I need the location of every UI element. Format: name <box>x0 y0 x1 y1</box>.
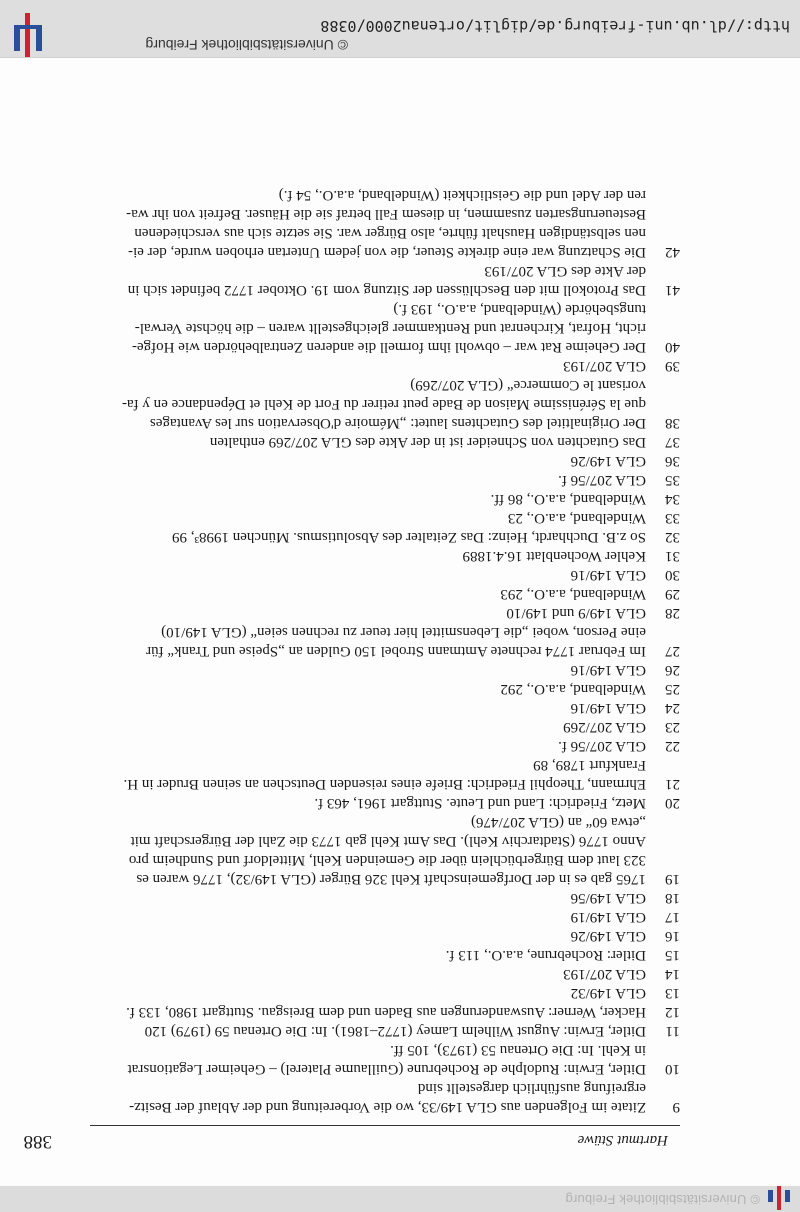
footnote-text: GLA 207/193 <box>563 966 646 982</box>
footnote-number: 12 <box>665 1004 680 1020</box>
footnote-number: 29 <box>665 586 680 602</box>
footnote-number: 36 <box>665 453 680 469</box>
footnote-number: 19 <box>665 871 680 887</box>
footnote <box>80 812 680 888</box>
footnote <box>80 1040 680 1078</box>
footnote <box>80 888 680 907</box>
footnote-number: 9 <box>672 1099 680 1115</box>
footnote-text: GLA 149/16 <box>570 700 646 716</box>
footnote-text: Das Protokoll mit den Beschlüssen der Sitzung vom 19. Oktober 1772 befindet sich in der Akte des GLA 207/193 <box>127 263 646 298</box>
footnote-number: 22 <box>665 738 680 754</box>
footnote <box>80 679 680 698</box>
footnote <box>80 489 680 508</box>
footnote-number: 34 <box>665 491 680 507</box>
footnote-number: 15 <box>665 947 680 963</box>
footnote <box>80 375 680 432</box>
footnote <box>80 432 680 451</box>
footnote-number: 37 <box>665 434 680 450</box>
footnote <box>80 356 680 375</box>
footnote-text: GLA 207/56 f. <box>558 738 646 754</box>
footnote <box>80 793 680 812</box>
footnote-number: 13 <box>665 985 680 1001</box>
footnote-number: 38 <box>665 415 680 431</box>
footnote <box>80 565 680 584</box>
footnote-text: Der Originaltitel des Gutachtens lautet: „Mémoire d'Observation sur les Avantages que la Sérénissime Maison de Bade peut retirer du Fort de Kehl et Dépendance en y fa- vorisant le Commerce“ (GLA 207/269) <box>122 377 646 431</box>
footnote <box>80 527 680 546</box>
footnote <box>80 964 680 983</box>
footnote-text: GLA 149/26 <box>570 453 646 469</box>
running-head: Hartmut Stüwe <box>577 1132 668 1148</box>
footnote <box>80 261 680 299</box>
footnote-number: 30 <box>665 567 680 583</box>
footnote <box>80 698 680 717</box>
footnote-number: 14 <box>665 966 680 982</box>
footnote <box>80 983 680 1002</box>
library-copyright: © Universitätsbibliothek Freiburg <box>145 37 348 53</box>
top-bar-caption: © Universitätsbibliothek Freiburg <box>565 1192 760 1207</box>
footnote-number: 40 <box>665 339 680 355</box>
footnote-number: 25 <box>665 681 680 697</box>
footnote-number: 32 <box>665 529 680 545</box>
footnote-text: GLA 149/16 <box>570 567 646 583</box>
footnote-text: Windelband, a.a.O., 292 <box>500 681 646 697</box>
footnote-text: GLA 207/56 f. <box>558 472 646 488</box>
footnote <box>80 907 680 926</box>
footnote-text: Die Schatzung war eine direkte Steuer, die von jedem Untertan erhoben wurde, der ei- nen selbständigen Haushalt führte, also Bürger war. Sie setzte sich aus verschiedenen Besteuerungsarten zusammen, in diesem Fall betraf sie die Häuser. Befreit von ihr wa- ren der Adel und die Geistlichkeit (Windelband, a.a.O., 54 f.) <box>126 187 646 260</box>
footnote-number: 17 <box>665 909 680 925</box>
footnote <box>80 717 680 736</box>
footnotes-list <box>80 185 680 1116</box>
document-page <box>0 58 800 1186</box>
footnote-text: Im Februar 1774 rechnete Amtmann Strobel 150 Gulden an „Speise und Trank“ für eine Person, wobei „die Lebensmittel hier teuer zu rechnen seien“ (GLA 149/10) <box>146 624 646 659</box>
footnote-text: Ditler, Erwin: Rudolphe de Rochebrune (Guillaume Platerel) – Geheimer Legationsrat in Kehl. In: Die Ortenau 53 (1973), 105 ff. <box>127 1042 646 1077</box>
library-logo-icon <box>764 1186 794 1210</box>
footnote-text: Ehrmann, Theophil Friedrich: Briefe eines reisenden Deutschen an seinen Bruder in H. Frankfurt 1789, 89 <box>123 757 646 792</box>
footnote-number: 39 <box>665 358 680 374</box>
footnote-text: Ditler: Rochebrune, a.a.O., 113 f. <box>445 947 646 963</box>
footnote-text: GLA 207/269 <box>563 719 646 735</box>
footnote-text: GLA 149/32 <box>570 985 646 1001</box>
footnote <box>80 508 680 527</box>
library-logo-icon <box>8 13 48 57</box>
footnote-number: 33 <box>665 510 680 526</box>
footnote-text: Metz, Friedrich: Land und Leute. Stuttgart 1961, 463 f. <box>314 795 646 811</box>
footnote-number: 31 <box>665 548 680 564</box>
footnote <box>80 945 680 964</box>
footnote <box>80 622 680 660</box>
footnote-text: GLA 149/9 und 149/10 <box>506 605 646 621</box>
footnote-number: 21 <box>665 776 680 792</box>
permalink-url[interactable]: http://dl.ub.uni-freiburg.de/diglit/ortenau2000/0388 <box>320 17 790 35</box>
footnote <box>80 584 680 603</box>
footnote-text: GLA 149/16 <box>570 662 646 678</box>
footnote <box>80 470 680 489</box>
footnote <box>80 299 680 356</box>
footnote-text: Ditler, Erwin: August Wilhelm Lamey (1772–1861). In: Die Ortenau 59 (1979) 120 <box>144 1023 646 1039</box>
footnote-number: 28 <box>665 605 680 621</box>
footnote-text: Windelband, a.a.O., 23 <box>507 510 646 526</box>
footnote-text: Der Geheime Rat war – obwohl ihm formell die anderen Zentralbehörden wie Hofge- richt, Hofrat, Kirchenrat und Rentkammer gleichgestellt waren – die höchste Verwal- tungsbehörde (Windelband, a.a.O., 193 f.) <box>132 301 646 355</box>
footnote-number: 20 <box>665 795 680 811</box>
footnote-number: 10 <box>665 1061 680 1077</box>
footnote <box>80 926 680 945</box>
footnote-text: Hacker, Werner: Auswanderungen aus Baden und dem Breisgau. Stuttgart 1980, 133 f. <box>126 1004 646 1020</box>
footnote-text: Zitate im Folgenden aus GLA 149/33, wo die Vorbereitung und der Ablauf der Besitz- ergreifung ausführlich dargestellt sind <box>129 1080 646 1115</box>
footnote-text: Das Gutachten von Schneider ist in der Akte des GLA 207/269 enthalten <box>209 434 646 450</box>
footnote <box>80 1021 680 1040</box>
footnote-text: Windelband, a.a.O., 293 <box>500 586 646 602</box>
footnote-text: GLA 207/193 <box>563 358 646 374</box>
footnote-number: 26 <box>665 662 680 678</box>
footnote-text: Kehler Wochenblatt 16.4.1889 <box>462 548 646 564</box>
footnote-number: 41 <box>665 282 680 298</box>
top-viewer-bar <box>0 1185 800 1212</box>
footnote-number: 23 <box>665 719 680 735</box>
footnote-text: 1765 gab es in der Dorfgemeinschaft Kehl 326 Bürger (GLA 149/32), 1776 waren es 323 laut dem Bürgerbüchlein über die Gemeinden Kehl, Mitteldorf und Sundheim pro Anno 1776 (Stadtarchiv Kehl). Das Amt Kehl gab 1773 die Zahl der Bürgerschaft mit „etwa 60“ an (GLA 207/476) <box>128 814 646 887</box>
footnote <box>80 1078 680 1116</box>
footnote-number: 42 <box>665 244 680 260</box>
footnote <box>80 1002 680 1021</box>
footnote <box>80 451 680 470</box>
footnote <box>80 546 680 565</box>
footnote-number: 16 <box>665 928 680 944</box>
footnote <box>80 660 680 679</box>
footnote <box>80 185 680 261</box>
page-number: 388 <box>23 1131 52 1152</box>
footnote <box>80 755 680 793</box>
footnote-text: GLA 149/19 <box>570 909 646 925</box>
footnote-text: So z.B. Duchhardt, Heinz: Das Zeitalter des Absolutismus. München 1998³, 99 <box>171 529 646 545</box>
footnote-text: GLA 149/56 <box>570 890 646 906</box>
footnote-number: 24 <box>665 700 680 716</box>
footnote <box>80 603 680 622</box>
page-header <box>23 1125 680 1152</box>
footnote-number: 35 <box>665 472 680 488</box>
footnote <box>80 736 680 755</box>
footnote-number: 27 <box>665 643 680 659</box>
footnote-text: Windelband, a.a.O., 86 ff. <box>490 491 646 507</box>
footnote-text: GLA 149/26 <box>570 928 646 944</box>
bottom-viewer-bar <box>0 0 800 58</box>
footnote-number: 11 <box>665 1023 680 1039</box>
footnote-number: 18 <box>665 890 680 906</box>
